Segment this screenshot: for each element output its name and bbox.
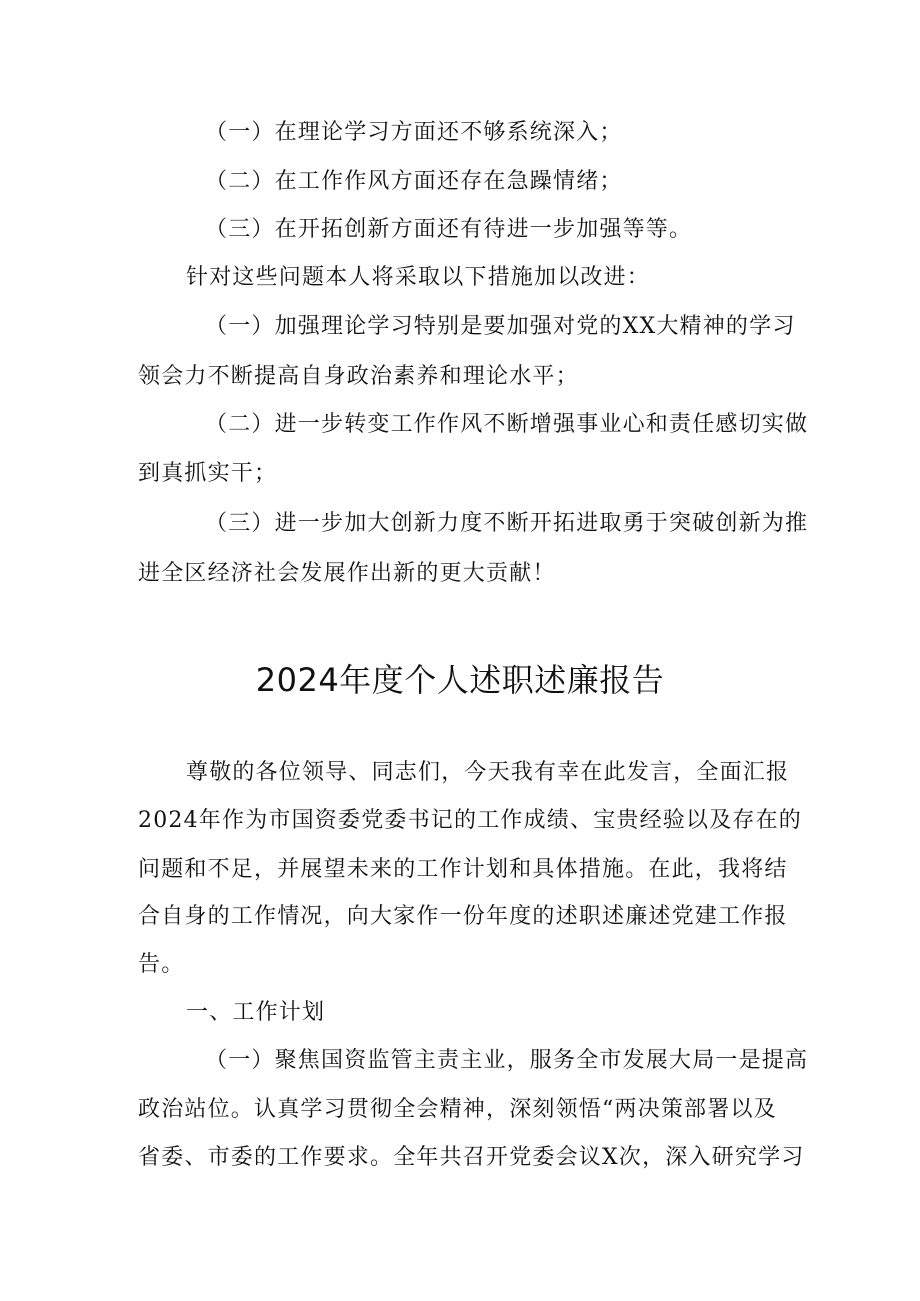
opening-line-2: 2024年作为市国资委党委书记的工作成绩、宝贵经验以及存在的	[138, 808, 802, 833]
opening-line-4: 合自身的工作情况，向大家作一份年度的述职述廉述党建工作报	[138, 904, 788, 929]
measure-1-line-2: 领会力不断提高自身政治素养和理论水平；	[138, 364, 579, 389]
measure-3-line-1: （三）进一步加大创新力度不断开拓进取勇于突破创新为推	[205, 511, 809, 536]
section-body-line-3: 省委、市委的工作要求。全年共召开党委会议X次，深入研究学习	[138, 1145, 805, 1170]
opening-line-1: 尊敬的各位领导、同志们，今天我有幸在此发言，全面汇报	[186, 760, 790, 785]
report-title: 2024年度个人述职述廉报告	[255, 661, 665, 699]
problem-item-3: （三）在开拓创新方面还有待进一步加强等等。	[205, 217, 693, 242]
opening-line-5: 告。	[138, 952, 185, 977]
measures-intro: 针对这些问题本人将采取以下措施加以改进：	[186, 265, 651, 290]
measure-2-line-2: 到真抓实干；	[138, 461, 278, 486]
section-body-line-2: 政治站位。认真学习贯彻全会精神，深刻领悟“两决策部署以及	[138, 1097, 777, 1122]
section-heading: 一、工作计划	[186, 1000, 326, 1025]
problem-item-1: （一）在理论学习方面还不够系统深入；	[205, 120, 623, 145]
problem-item-2: （二）在工作作风方面还存在急躁情绪；	[205, 169, 623, 194]
section-body-line-1: （一）聚焦国资监管主责主业，服务全市发展大局一是提高	[205, 1048, 809, 1073]
measure-2-line-1: （二）进一步转变工作作风不断增强事业心和责任感切实做	[205, 412, 809, 437]
measure-3-line-2: 进全区经济社会发展作出新的更大贡献！	[138, 561, 556, 586]
opening-line-3: 问题和不足，并展望未来的工作计划和具体措施。在此，我将结	[138, 857, 788, 882]
measure-1-line-1: （一）加强理论学习特别是要加强对党的XX大精神的学习	[205, 314, 796, 339]
